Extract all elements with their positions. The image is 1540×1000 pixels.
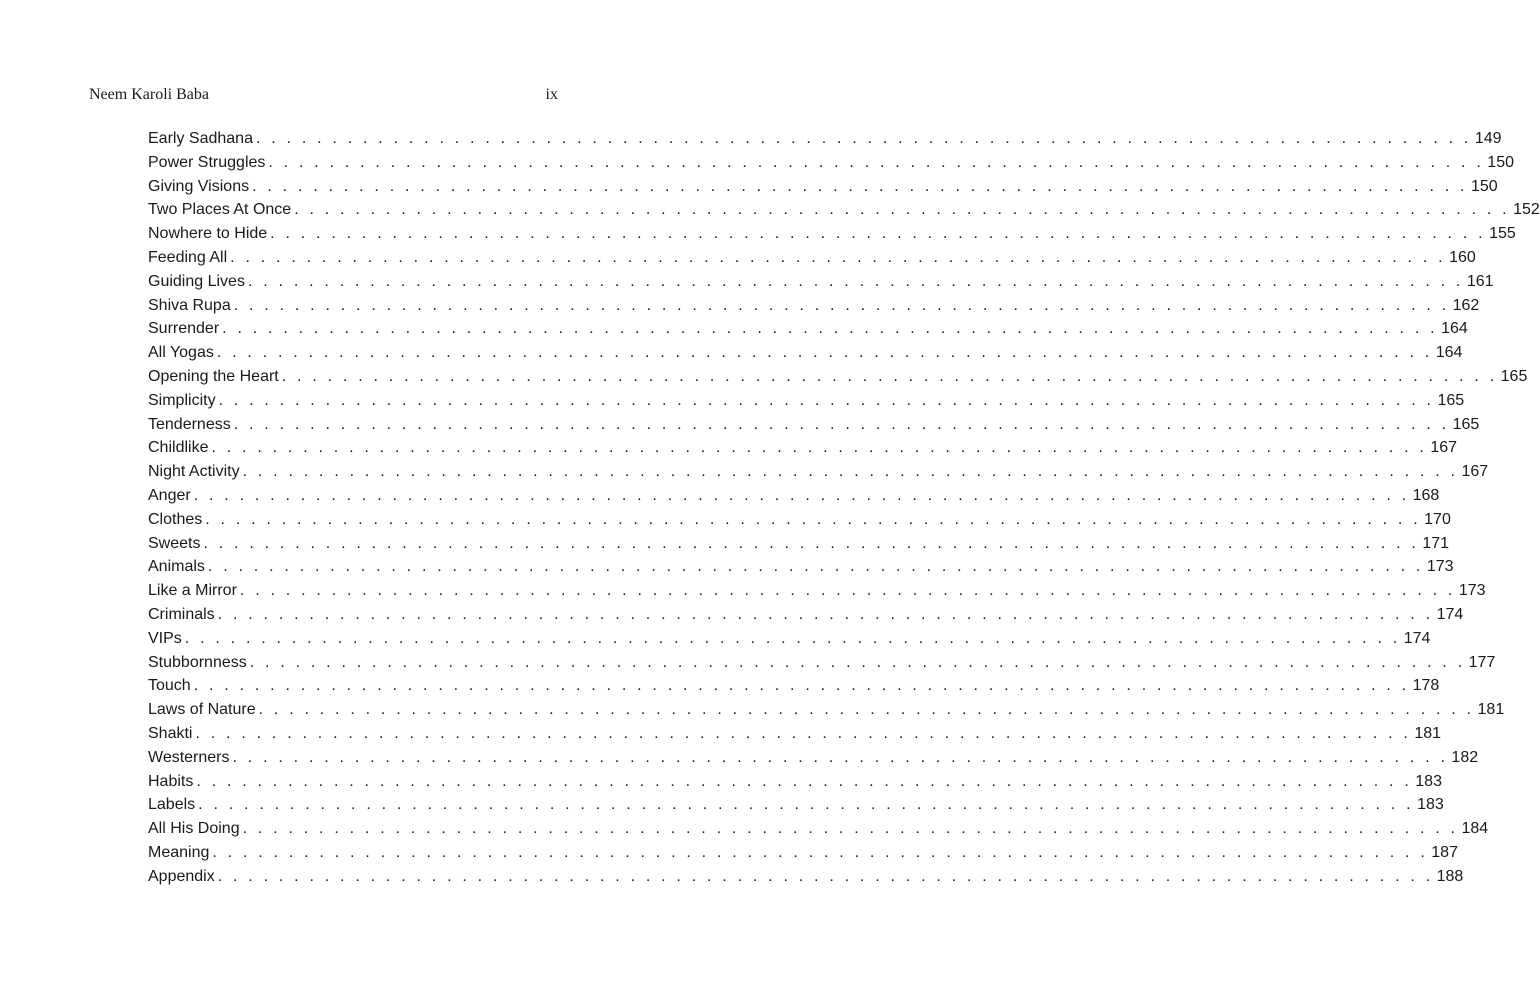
dot-leader: . . . . . . . . . . . . . . . . . . . . . . . . . . . . . . . . . . . . . . . . . . . . . . . . . . . . . . . . . . . . . . . . . . . . . . . . . . . . . . . .: [247, 272, 1464, 290]
toc-entry-title: Feeding All: [148, 248, 228, 266]
dot-leader: . . . . . . . . . . . . . . . . . . . . . . . . . . . . . . . . . . . . . . . . . . . . . . . . . . . . . . . . . . . . . . . . . . . . . . . . . . . . . . . .: [232, 748, 1449, 766]
toc-entry-page: 171: [1422, 534, 1450, 552]
dot-leader: . . . . . . . . . . . . . . . . . . . . . . . . . . . . . . . . . . . . . . . . . . . . . . . . . . . . . . . . . . . . . . . . . . . . . . . . . . . . . . . .: [212, 843, 1428, 861]
toc-entry-title: Criminals: [148, 605, 215, 623]
dot-leader: . . . . . . . . . . . . . . . . . . . . . . . . . . . . . . . . . . . . . . . . . . . . . . . . . . . . . . . . . . . . . . . . . . . . . . . . . . . . . . . .: [217, 605, 1434, 623]
dot-leader: . . . . . . . . . . . . . . . . . . . . . . . . . . . . . . . . . . . . . . . . . . . . . . . . . . . . . . . . . . . . . . . . . . . . . . . . . . . . . . . .: [217, 867, 1434, 885]
dot-leader: . . . . . . . . . . . . . . . . . . . . . . . . . . . . . . . . . . . . . . . . . . . . . . . . . . . . . . . . . . . . . . . . . . . . . . . . . . . . . . . .: [222, 320, 1438, 338]
toc-entry-title: Animals: [148, 558, 205, 576]
toc-entry-title: Appendix: [148, 867, 215, 885]
toc-entry-page: 167: [1430, 439, 1458, 457]
toc-entry-page: 150: [1487, 153, 1514, 171]
dot-leader: . . . . . . . . . . . . . . . . . . . . . . . . . . . . . . . . . . . . . . . . . . . . . . . . . . . . . . . . . . . . . . . . . . . . . . . . . . . . . . . .: [270, 225, 1486, 243]
toc-entry-title: Meaning: [148, 843, 210, 861]
dot-leader: . . . . . . . . . . . . . . . . . . . . . . . . . . . . . . . . . . . . . . . . . . . . . . . . . . . . . . . . . . . . . . . . . . . . . . . . . . . . . . . .: [198, 796, 1414, 814]
toc-entry-title: Early Sadhana: [148, 130, 253, 147]
toc-entry-page: 183: [1417, 796, 1444, 814]
toc-entry-title: Giving Visions: [148, 177, 250, 195]
running-head: [89, 86, 558, 106]
toc-entry-title: All His Doing: [148, 820, 240, 838]
toc-entry[interactable]: [148, 175, 1498, 199]
toc-entry[interactable]: [148, 722, 1442, 746]
toc-entry[interactable]: [148, 698, 1505, 722]
toc-entry-page: 173: [1426, 558, 1454, 576]
toc-entry-page: 181: [1414, 724, 1442, 742]
toc-entry[interactable]: [148, 555, 1454, 579]
toc-entry-title: Two Places At Once: [148, 201, 292, 219]
toc-entry[interactable]: [148, 603, 1464, 627]
toc-entry-page: 165: [1452, 415, 1480, 433]
toc-entry-title: Nowhere to Hide: [148, 225, 268, 243]
toc-entry[interactable]: [148, 389, 1465, 413]
toc-entry[interactable]: [148, 365, 1528, 389]
toc-entry[interactable]: [148, 222, 1516, 246]
dot-leader: . . . . . . . . . . . . . . . . . . . . . . . . . . . . . . . . . . . . . . . . . . . . . . . . . . . . . . . . . . . . . . . . . . . . . . . . . . . . . . . .: [218, 391, 1435, 409]
toc-entry-page: 164: [1441, 320, 1468, 338]
toc-entry-page: 150: [1471, 177, 1498, 195]
toc-entry-page: 168: [1412, 486, 1440, 504]
toc-entry-title: Labels: [148, 796, 196, 814]
toc-entry-page: 165: [1437, 391, 1465, 409]
toc-entry-page: 184: [1461, 820, 1489, 838]
toc-entry-page: 152: [1513, 201, 1540, 219]
toc-entry-title: Laws of Nature: [148, 701, 256, 719]
toc-entry-page: 174: [1403, 629, 1431, 647]
dot-leader: . . . . . . . . . . . . . . . . . . . . . . . . . . . . . . . . . . . . . . . . . . . . . . . . . . . . . . . . . . . . . . . . . . . . . . . . . . . . . . . .: [211, 439, 1428, 457]
toc-entry[interactable]: [148, 770, 1442, 794]
toc-entry[interactable]: [148, 841, 1458, 865]
toc-entry-title: Stubbornness: [148, 653, 247, 671]
toc-entry[interactable]: [148, 151, 1514, 175]
toc-entry-title: Sweets: [148, 534, 201, 552]
dot-leader: . . . . . . . . . . . . . . . . . . . . . . . . . . . . . . . . . . . . . . . . . . . . . . . . . . . . . . . . . . . . . . . . . . . . . . . . . . . . . . . .: [195, 724, 1412, 742]
toc-entry-page: 164: [1435, 344, 1463, 362]
toc-entry[interactable]: [148, 460, 1489, 484]
toc-entry-title: VIPs: [148, 629, 182, 647]
dot-leader: . . . . . . . . . . . . . . . . . . . . . . . . . . . . . . . . . . . . . . . . . . . . . . . . . . . . . . . . . . . . . . . . . . . . . . . . . . . . . . . .: [268, 153, 1484, 171]
dot-leader: . . . . . . . . . . . . . . . . . . . . . . . . . . . . . . . . . . . . . . . . . . . . . . . . . . . . . . . . . . . . . . . . . . . . . . . . . . . . . . . .: [184, 629, 1401, 647]
toc-entry-page: 170: [1424, 510, 1451, 528]
toc-entry-title: Habits: [148, 772, 194, 790]
toc-entry-title: Simplicity: [148, 391, 216, 409]
dot-leader: . . . . . . . . . . . . . . . . . . . . . . . . . . . . . . . . . . . . . . . . . . . . . . . . . . . . . . . . . . . . . . . . . . . . . . . . . . . . . . . .: [207, 558, 1424, 576]
dot-leader: . . . . . . . . . . . . . . . . . . . . . . . . . . . . . . . . . . . . . . . . . . . . . . . . . . . . . . . . . . . . . . . . . . . . . . . . . . . . . . . .: [193, 486, 1410, 504]
toc-entry-title: Guiding Lives: [148, 272, 245, 290]
toc-entry-title: Power Struggles: [148, 153, 266, 171]
toc-entry-title: Shakti: [148, 724, 193, 742]
dot-leader: . . . . . . . . . . . . . . . . . . . . . . . . . . . . . . . . . . . . . . . . . . . . . . . . . . . . . . . . . . . . . . . . . . . . . . . . . . . . . . . .: [255, 130, 1472, 147]
toc-entry-title: Westerners: [148, 748, 230, 766]
toc-entry[interactable]: [148, 508, 1451, 532]
toc-entry[interactable]: [148, 674, 1440, 698]
toc-entry-page: 182: [1451, 748, 1479, 766]
toc-entry-page: 161: [1466, 272, 1494, 290]
toc-entry-title: Like a Mirror: [148, 582, 237, 600]
toc-entry-title: Opening the Heart: [148, 367, 279, 385]
toc-entry[interactable]: [148, 627, 1431, 651]
toc-entry-page: 178: [1412, 677, 1440, 695]
toc-entry[interactable]: [148, 127, 1502, 151]
toc-entry-title: Tenderness: [148, 415, 231, 433]
toc-entry[interactable]: [148, 865, 1464, 889]
page-number: ix: [545, 86, 558, 103]
toc-entry-page: 155: [1489, 225, 1516, 243]
toc-entry[interactable]: [148, 341, 1463, 365]
toc-entry[interactable]: [148, 246, 1476, 270]
dot-leader: . . . . . . . . . . . . . . . . . . . . . . . . . . . . . . . . . . . . . . . . . . . . . . . . . . . . . . . . . . . . . . . . . . . . . . . . . . . . . . . .: [294, 201, 1510, 219]
toc-entry-page: 173: [1458, 582, 1486, 600]
dot-leader: . . . . . . . . . . . . . . . . . . . . . . . . . . . . . . . . . . . . . . . . . . . . . . . . . . . . . . . . . . . . . . . . . . . . . . . . . . . . . . . .: [281, 367, 1498, 385]
dot-leader: . . . . . . . . . . . . . . . . . . . . . . . . . . . . . . . . . . . . . . . . . . . . . . . . . . . . . . . . . . . . . . . . . . . . . . . . . . . . . . . .: [258, 701, 1475, 719]
toc-entry-page: 177: [1468, 653, 1496, 671]
dot-leader: . . . . . . . . . . . . . . . . . . . . . . . . . . . . . . . . . . . . . . . . . . . . . . . . . . . . . . . . . . . . . . . . . . . . . . . . . . . . . . . .: [196, 772, 1412, 790]
toc-entry[interactable]: [148, 436, 1458, 460]
toc-entry[interactable]: [148, 317, 1468, 341]
dot-leader: . . . . . . . . . . . . . . . . . . . . . . . . . . . . . . . . . . . . . . . . . . . . . . . . . . . . . . . . . . . . . . . . . . . . . . . . . . . . . . . .: [216, 344, 1433, 362]
toc-entry[interactable]: [148, 294, 1480, 318]
toc-entry-title: Childlike: [148, 439, 209, 457]
toc-entry-page: 183: [1415, 772, 1442, 790]
dot-leader: . . . . . . . . . . . . . . . . . . . . . . . . . . . . . . . . . . . . . . . . . . . . . . . . . . . . . . . . . . . . . . . . . . . . . . . . . . . . . . . .: [203, 534, 1420, 552]
dot-leader: . . . . . . . . . . . . . . . . . . . . . . . . . . . . . . . . . . . . . . . . . . . . . . . . . . . . . . . . . . . . . . . . . . . . . . . . . . . . . . . .: [230, 248, 1446, 266]
dot-leader: . . . . . . . . . . . . . . . . . . . . . . . . . . . . . . . . . . . . . . . . . . . . . . . . . . . . . . . . . . . . . . . . . . . . . . . . . . . . . . . .: [242, 463, 1459, 481]
dot-leader: . . . . . . . . . . . . . . . . . . . . . . . . . . . . . . . . . . . . . . . . . . . . . . . . . . . . . . . . . . . . . . . . . . . . . . . . . . . . . . . .: [242, 820, 1459, 838]
toc-entry-title: Night Activity: [148, 463, 240, 481]
toc-entry-page: 162: [1452, 296, 1480, 314]
dot-leader: . . . . . . . . . . . . . . . . . . . . . . . . . . . . . . . . . . . . . . . . . . . . . . . . . . . . . . . . . . . . . . . . . . . . . . . . . . . . . . . .: [193, 677, 1410, 695]
toc-entry[interactable]: [148, 746, 1479, 770]
dot-leader: . . . . . . . . . . . . . . . . . . . . . . . . . . . . . . . . . . . . . . . . . . . . . . . . . . . . . . . . . . . . . . . . . . . . . . . . . . . . . . . .: [233, 296, 1450, 314]
dot-leader: . . . . . . . . . . . . . . . . . . . . . . . . . . . . . . . . . . . . . . . . . . . . . . . . . . . . . . . . . . . . . . . . . . . . . . . . . . . . . . . .: [205, 510, 1421, 528]
toc-entry-title: All Yogas: [148, 344, 214, 362]
toc-entry-page: 160: [1449, 248, 1476, 266]
toc-entry-title: Touch: [148, 677, 191, 695]
table-of-contents: [148, 127, 1540, 889]
toc-entry[interactable]: [148, 484, 1440, 508]
toc-entry-page: 188: [1436, 867, 1464, 885]
toc-entry[interactable]: [148, 817, 1489, 841]
toc-entry-page: 187: [1431, 843, 1458, 861]
book-title: Neem Karoli Baba: [89, 86, 209, 103]
toc-entry-page: 167: [1461, 463, 1489, 481]
toc-entry[interactable]: [148, 413, 1480, 437]
toc-entry-title: Surrender: [148, 320, 220, 338]
toc-entry-page: 149: [1474, 130, 1502, 147]
toc-entry-page: 181: [1477, 701, 1505, 719]
dot-leader: . . . . . . . . . . . . . . . . . . . . . . . . . . . . . . . . . . . . . . . . . . . . . . . . . . . . . . . . . . . . . . . . . . . . . . . . . . . . . . . .: [239, 582, 1456, 600]
toc-entry-title: Shiva Rupa: [148, 296, 231, 314]
toc-entry[interactable]: [148, 270, 1494, 294]
toc-entry[interactable]: [148, 793, 1444, 817]
toc-entry-page: 165: [1500, 367, 1528, 385]
toc-entry-title: Anger: [148, 486, 191, 504]
dot-leader: . . . . . . . . . . . . . . . . . . . . . . . . . . . . . . . . . . . . . . . . . . . . . . . . . . . . . . . . . . . . . . . . . . . . . . . . . . . . . . . .: [233, 415, 1450, 433]
toc-entry[interactable]: [148, 532, 1450, 556]
toc-entry[interactable]: [148, 579, 1486, 603]
dot-leader: . . . . . . . . . . . . . . . . . . . . . . . . . . . . . . . . . . . . . . . . . . . . . . . . . . . . . . . . . . . . . . . . . . . . . . . . . . . . . . . .: [249, 653, 1466, 671]
dot-leader: . . . . . . . . . . . . . . . . . . . . . . . . . . . . . . . . . . . . . . . . . . . . . . . . . . . . . . . . . . . . . . . . . . . . . . . . . . . . . . . .: [252, 177, 1468, 195]
toc-entry-page: 174: [1436, 605, 1464, 623]
toc-entry-title: Clothes: [148, 510, 203, 528]
toc-entry[interactable]: [148, 651, 1496, 675]
toc-entry[interactable]: [148, 198, 1540, 222]
